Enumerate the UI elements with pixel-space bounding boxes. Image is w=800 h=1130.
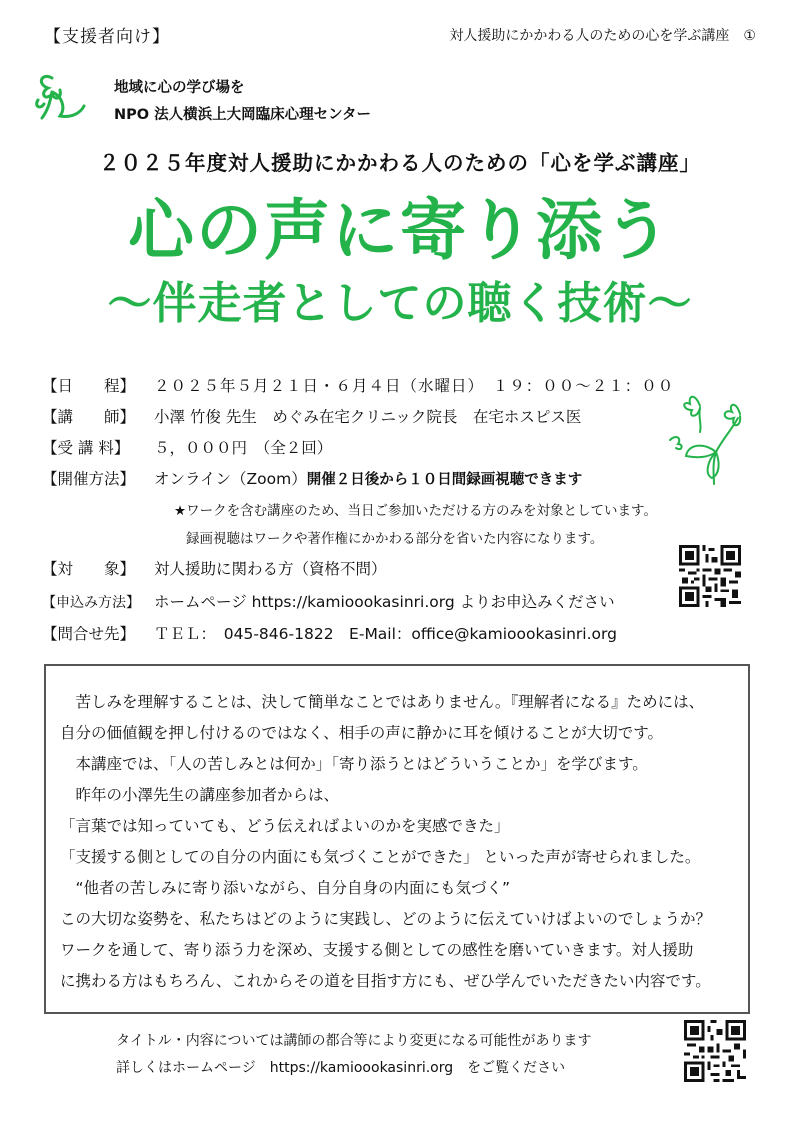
info-contact: [42, 622, 617, 644]
schedule-value: ２０２５年５月２１日・６月４日（水曜日） １９：００～２１：００: [154, 377, 675, 395]
contact-label: 【問合せ先】: [42, 625, 136, 643]
footer-details[interactable]: 詳しくはホームページ https://kamioookasinri.org をご覧ください: [116, 1060, 566, 1076]
description-line: 「言葉では知っていても、どう伝えればよいのかを実感できた」: [60, 817, 510, 835]
qr-code-icon[interactable]: [684, 1020, 746, 1082]
footer-disclaimer: タイトル・内容については講師の都合等により変更になる可能性があります: [116, 1033, 592, 1049]
lecture-title: ２０２５年度対人援助にかかわる人のための「心を学ぶ講座」: [99, 151, 701, 175]
description-line: 「支援する側としての自分の内面にも気づくことができた」 といった声が寄せられました。: [60, 848, 701, 866]
info-method: [42, 467, 582, 489]
description-line: に携わる方はもちろん、これからその道を目指す方にも、ぜひ学んでいただきたい内容です。: [60, 972, 711, 990]
org-name: NPO 法人横浜上大岡臨床心理センター: [114, 107, 372, 123]
apply-value[interactable]: ホームページ https://kamioookasinri.org よりお申込みください: [154, 593, 615, 611]
description-line: 昨年の小澤先生の講座参加者からは、: [60, 786, 340, 804]
sub-title: ～伴走者としての聴く技術～: [107, 278, 693, 329]
target-value: 対人援助に関わる方（資格不問）: [154, 560, 387, 578]
note-live-only: ★ワークを含む講座のため、当日ご参加いただける方のみを対象としています。: [174, 503, 657, 519]
apply-label: 【申込み方法】: [42, 595, 140, 611]
info-target: [42, 557, 387, 579]
description-line: 本講座では、「人の苦しみとは何か」「寄り添うとはどういうことか」を学びます。: [60, 755, 648, 773]
sprout-illustration-icon: [660, 378, 770, 488]
fee-value: ５，０００円 （全２回）: [154, 439, 333, 457]
info-apply: [42, 590, 615, 612]
info-fee: [42, 436, 332, 458]
info-lecturer: [42, 405, 581, 427]
note-recording: 録画視聴はワークや著作権にかかわる部分を省いた内容になります。: [186, 531, 604, 547]
description-line: この大切な姿勢を、私たちはどのように実践し、どのように伝えていけばよいのでしょうか？: [60, 910, 712, 928]
lecturer-value: 小澤 竹俊 先生 めぐみ在宅クリニック院長 在宅ホスピス医: [154, 408, 582, 426]
lecturer-label: 【講 師】: [42, 408, 136, 426]
method-label: 【開催方法】: [42, 470, 136, 488]
target-label: 【対 象】: [42, 560, 136, 578]
main-title: 心の声に寄り添う: [128, 192, 672, 269]
method-value: オンライン（Zoom）: [154, 470, 307, 488]
method-value-bold: 開催２日後から１０日間録画視聴できます: [306, 472, 583, 488]
series-label: 対人援助にかかわる人のための心を学ぶ講座 ①: [449, 28, 756, 44]
description-line: 自分の価値観を押し付けるのではなく、相手の声に静かに耳を傾けることが大切です。: [60, 724, 663, 742]
contact-value[interactable]: ＴＥＬ： 045-846-1822 E-Mail：office@kamioookasinri.org: [154, 625, 617, 643]
info-schedule: [42, 374, 674, 396]
description-line: 苦しみを理解することは、決して簡単なことではありません。『理解者になる』ためには、: [60, 693, 705, 711]
description-box: [44, 664, 750, 1014]
audience-tag: 【支援者向け】: [44, 27, 170, 47]
clover-logo-icon: [30, 70, 90, 130]
description-line: ワークを通して、寄り添う力を深め、支援する側としての感性を磨いていきます。対人援助: [60, 941, 694, 959]
fee-label: 【受 講 料】: [42, 439, 130, 457]
schedule-label: 【日 程】: [42, 377, 136, 395]
qr-code-icon[interactable]: [679, 545, 741, 607]
description-line: “他者の苦しみに寄り添いながら、自分自身の内面にも気づく”: [60, 879, 511, 897]
org-tagline: 地域に心の学び場を: [114, 80, 245, 96]
